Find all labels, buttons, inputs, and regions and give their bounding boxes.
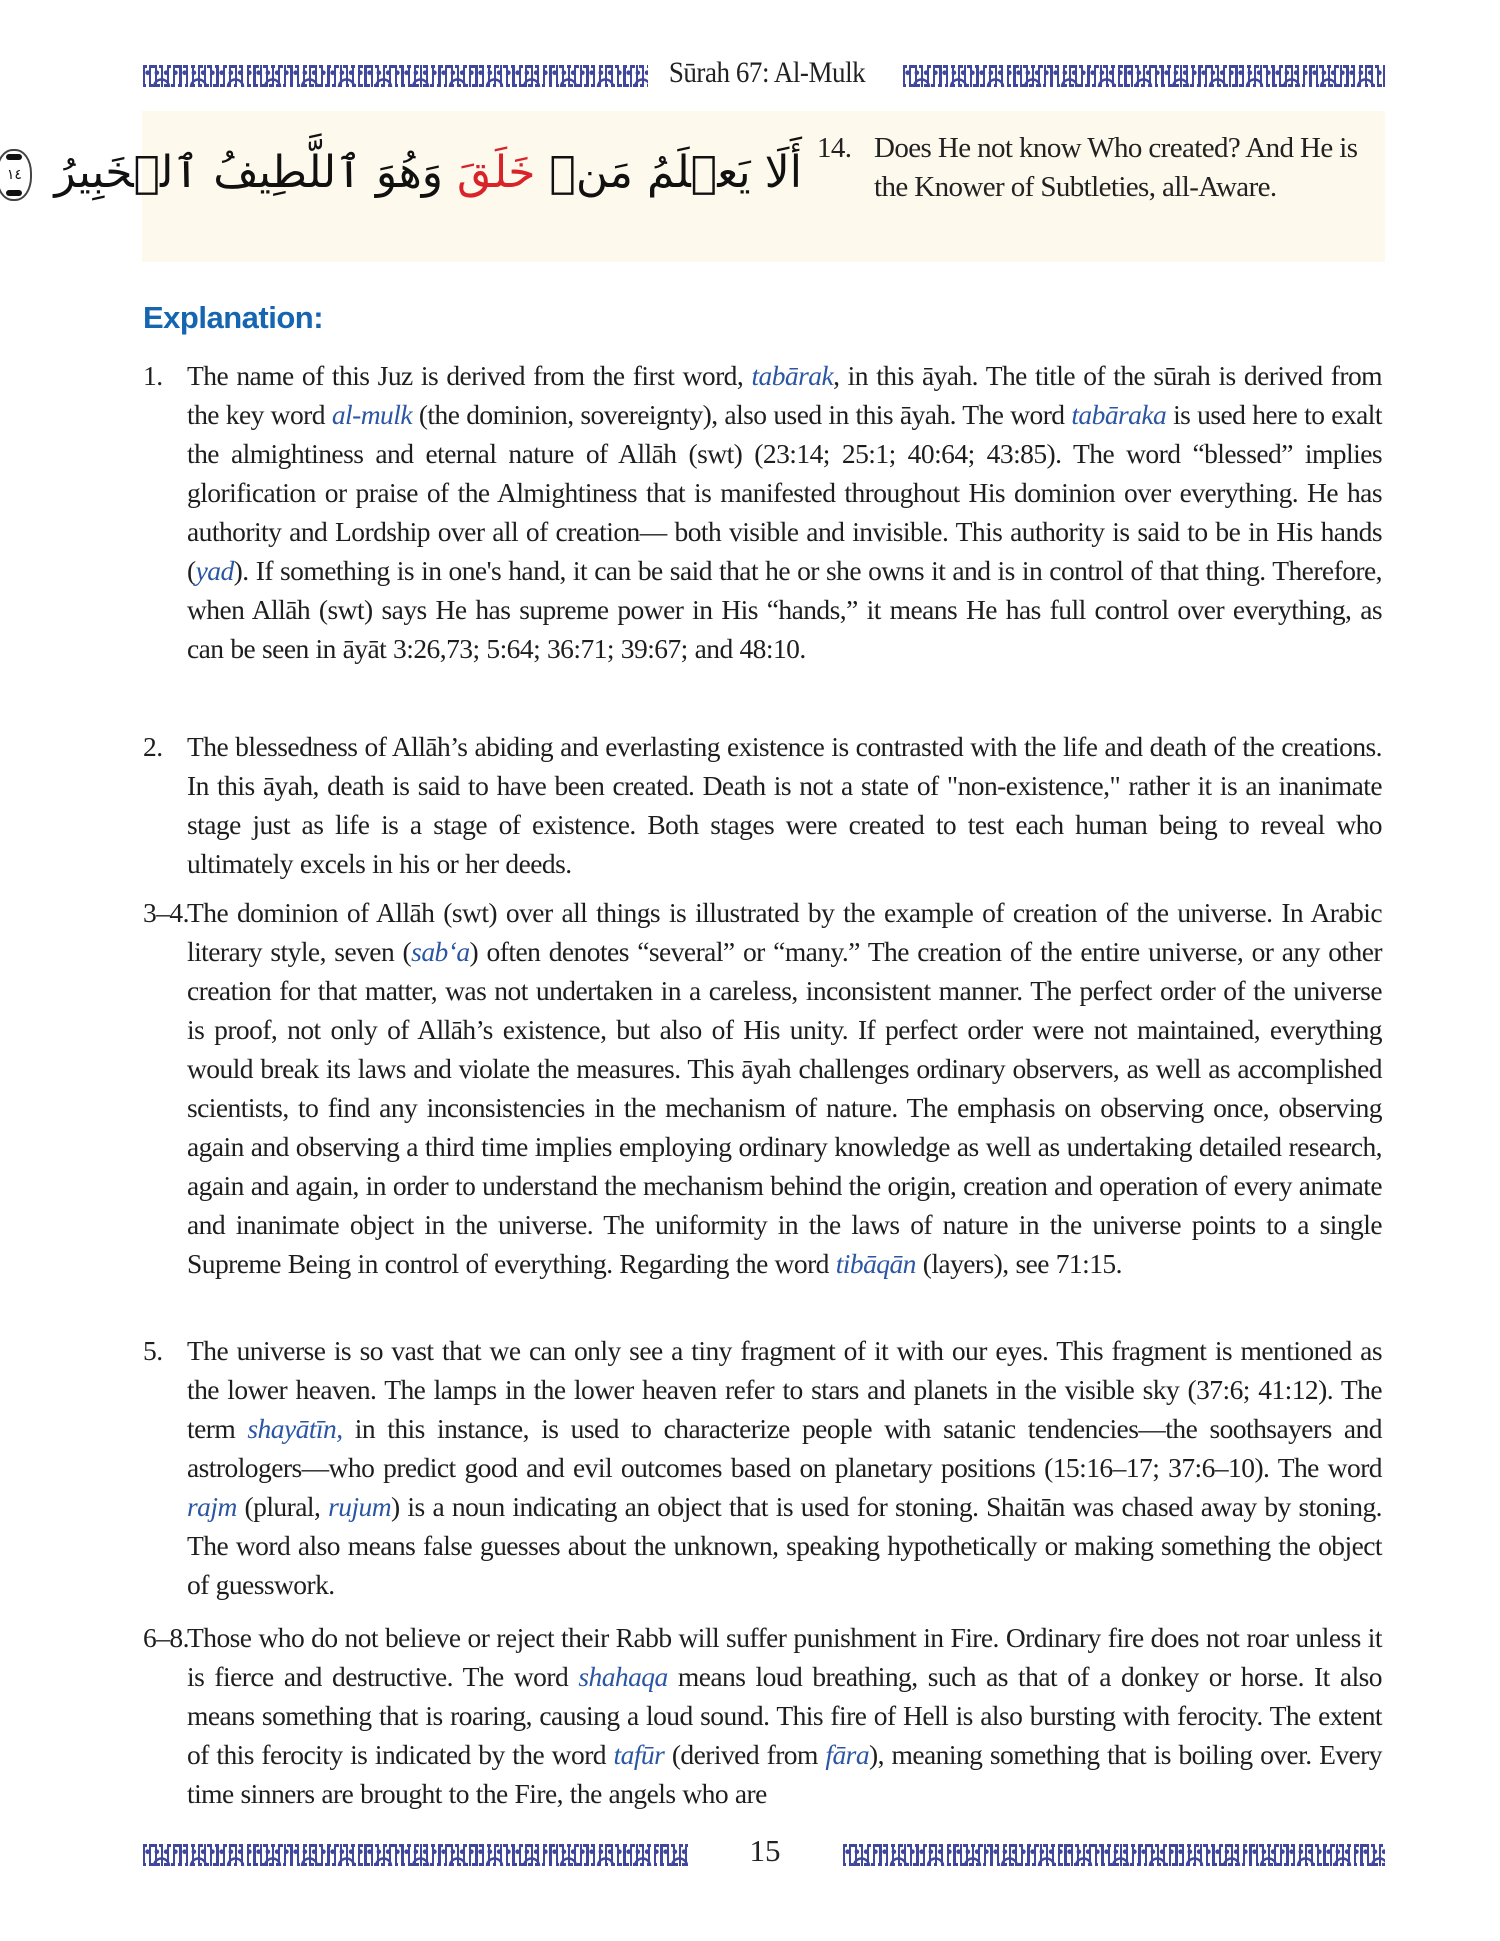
item-text bbox=[143, 1618, 1382, 1813]
verse-translation bbox=[817, 129, 1377, 207]
page-number: 15 bbox=[749, 1833, 781, 1868]
header-ornament-left bbox=[143, 65, 648, 87]
explanation-item bbox=[143, 1618, 1382, 1813]
item-label: 3–4. bbox=[143, 897, 189, 928]
header-ornament-right bbox=[903, 65, 1385, 87]
arabic-term: rajm bbox=[187, 1491, 237, 1522]
item-label: 1. bbox=[143, 360, 163, 391]
arabic-highlighted-word: خَلَقَ bbox=[457, 147, 536, 198]
item-label: 6–8. bbox=[143, 1622, 189, 1653]
explanation-item bbox=[143, 727, 1382, 883]
arabic-term: shayātīn, bbox=[247, 1413, 343, 1444]
arabic-text-end: وَهُوَ ٱللَّطِيفُ ٱلۡخَبِيرُ bbox=[54, 147, 458, 198]
arabic-term: yad bbox=[195, 555, 234, 586]
item-text-segment: , in this āyah. The title of the sūrah is derived from the key word bbox=[187, 360, 1383, 430]
item-text-segment: The universe is so vast that we can only see a tiny fragment of it with our eyes. This fragment is mentioned as the lower heaven. The lamps in the lower heaven refer to stars and planets in the visible sky (37:6; 41:12). The term bbox=[187, 1335, 1382, 1444]
item-text-segment: ) often denotes “several” or “many.” The creation of the entire universe, or any other creation for that matter, was not undertaken in a careless, inconsistent manner. The perfect order of the universe is proof, not only of Allāh’s existence, but also of His unity. If perfect order were not maintained, everything would break its laws and violate the measures. This āyah challenges ordinary observers, as well as accomplished scientists, to find any inconsistencies in the mechanism of nature. The emphasis on observing once, observing again and observing a third time implies employing ordinary knowledge as well as undertaking detailed research, again and again, in order to understand the mechanism behind the origin, creation and operation of every animate and inanimate object in the universe. The uniformity in the laws of nature in the universe points to a single Supreme Being in control of everything. Regarding the word bbox=[187, 936, 1382, 1279]
item-text-segment: means loud breathing, such as that of a donkey or horse. It also means something that is roaring, causing a loud sound. This fire of Hell is also bursting with ferocity. The extent of this ferocity is indicated by the word bbox=[187, 1661, 1383, 1770]
item-text-segment: The name of this Juz is derived from the first word, bbox=[187, 360, 752, 391]
item-text-segment: ) is a noun indicating an object that is used for stoning. Shaitān was chased away by stoning. The word also means false guesses about the unknown, speaking hypothetically or making something the object of guesswork. bbox=[187, 1491, 1382, 1600]
arabic-term: fāra bbox=[825, 1739, 870, 1770]
item-text-segment: ). If something is in one's hand, it can be said that he or she owns it and is in control of that thing. Therefore, when Allāh (swt) says He has supreme power in His “hands,” it means He has full control over everything, as can be seen in āyāt 3:26,73; 5:64; 36:71; 39:67; and 48:10. bbox=[187, 555, 1382, 664]
item-text-segment: is used here to exalt the almightiness and eternal nature of Allāh (swt) (23:14; 25:1; 40:64; 43:85). The word “blessed” implies glorification or praise of the Almightiness that is manifested throughout His dominion over everything. He has authority and Lordship over all of creation— both visible and invisible. This authority is said to be in His hands ( bbox=[187, 399, 1382, 586]
item-text-segment: (derived from bbox=[664, 1739, 826, 1770]
arabic-term: tabāraka bbox=[1071, 399, 1167, 430]
arabic-term: tabārak bbox=[751, 360, 834, 391]
item-text bbox=[143, 893, 1382, 1283]
item-text-segment: The dominion of Allāh (swt) over all things is illustrated by the example of creation of the universe. In Arabic literary style, seven ( bbox=[187, 897, 1382, 967]
item-label: 5. bbox=[143, 1335, 163, 1366]
arabic-term: rujum bbox=[328, 1491, 392, 1522]
explanation-heading: Explanation: bbox=[143, 300, 324, 335]
item-text-segment: Those who do not believe or reject their Rabb will suffer punishment in Fire. Ordinary fire does not roar unless it is fierce and destructive. The word bbox=[187, 1622, 1382, 1692]
verse-number: 14. bbox=[817, 132, 852, 164]
footer-ornament-left bbox=[143, 1844, 688, 1866]
arabic-term: tafūr bbox=[613, 1739, 665, 1770]
arabic-term: sab‘a bbox=[411, 936, 470, 967]
item-text bbox=[143, 1331, 1382, 1604]
item-text bbox=[143, 727, 1382, 883]
item-text bbox=[143, 356, 1382, 668]
item-text-segment: The blessedness of Allāh’s abiding and everlasting existence is contrasted with the life and death of the creations. In this āyah, death is said to have been created. Death is not a state of "non-existence," rather it is an inanimate stage just as life is a stage of existence. Both stages were created to test each human being to reveal who ultimately excels in his or her deeds. bbox=[187, 731, 1382, 879]
explanation-item bbox=[143, 356, 1382, 668]
item-text-segment: ), meaning something that is boiling over. Every time sinners are brought to the Fire, the angels who are bbox=[187, 1739, 1382, 1809]
ayah-number-marker-icon: ١٤ bbox=[0, 149, 32, 201]
item-label: 2. bbox=[143, 731, 163, 762]
verse-box bbox=[6, 111, 1385, 262]
arabic-text-start: أَلَا يَعۡلَمُ مَنۡ bbox=[535, 147, 802, 198]
item-text-segment: (the dominion, sovereignty), also used in this āyah. The word bbox=[411, 399, 1072, 430]
arabic-term: tibāqān bbox=[835, 1248, 916, 1279]
running-title: Sūrah 67: Al-Mulk bbox=[668, 56, 866, 89]
explanation-item bbox=[143, 1331, 1382, 1604]
arabic-verse bbox=[6, 133, 802, 213]
item-text-segment: (plural, bbox=[236, 1491, 329, 1522]
verse-translation-text: Does He not know Who created? And He is the Knower of Subtleties, all-Aware. bbox=[874, 132, 1358, 203]
item-text-segment: (layers), see 71:15. bbox=[915, 1248, 1122, 1279]
item-text-segment: in this instance, is used to characterize people with satanic tendencies—the soothsayers and astrologers—who predict good and evil outcomes based on planetary positions (15:16–17; 37:6–10). The word bbox=[187, 1413, 1382, 1483]
arabic-term: shahaqa bbox=[578, 1661, 668, 1692]
footer-ornament-right bbox=[843, 1844, 1385, 1866]
arabic-term: al-mulk bbox=[331, 399, 412, 430]
explanation-item bbox=[143, 893, 1382, 1283]
